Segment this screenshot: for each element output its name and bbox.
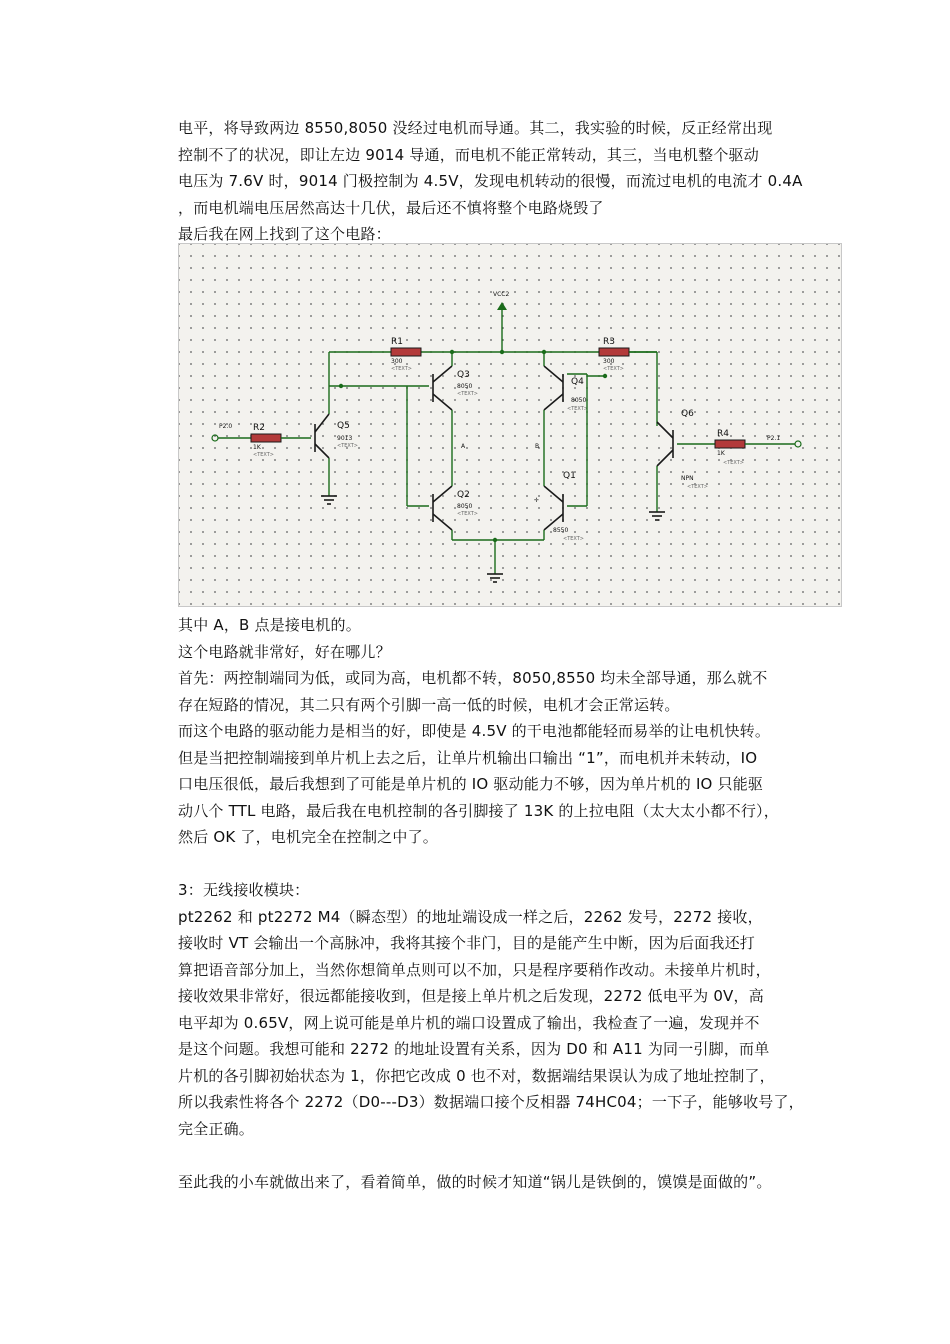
svg-text:300: 300 [391,358,403,365]
resistor-r4 [715,440,745,448]
text-line: 电压为 7.6V 时，9014 门极控制为 4.5V，发现电机转动的很慢，而流过电机的电流才 0.4A [178,172,803,190]
svg-text:8550: 8550 [553,527,569,534]
text-line: 存在短路的情况，其二只有两个引脚一高一低的时候，电机才会正常运转。 [178,695,680,714]
h-bridge-schematic [178,243,842,607]
svg-text:1K: 1K [717,450,725,457]
svg-text:Q5: Q5 [337,421,350,431]
svg-text:<TEXT>: <TEXT> [457,511,478,517]
resistor-r2 [251,434,281,442]
text-line: 电平，将导致两边 8550,8050 没经过电机而导通。其二，我实验的时候，反正经常出现 [178,119,773,137]
svg-text:8050: 8050 [457,503,473,510]
text-line: 最后我在网上找到了这个电路： [178,225,391,243]
vcc-arrow-icon [497,302,507,310]
text-line: 动八个 TTL 电路，最后我在电机控制的各引脚接了 13K 的上拉电阻（太大太小都不行）， [178,801,779,820]
svg-text:R2: R2 [253,423,265,433]
svg-text:<TEXT>: <TEXT> [687,484,708,490]
svg-text:B: B [535,443,540,450]
svg-text:P2.1: P2.1 [767,435,781,442]
svg-text:Q3: Q3 [457,370,470,380]
svg-text:R3: R3 [603,337,615,347]
vcc-label: VCC2 [493,291,510,298]
text-line: 首先：两控制端同为低，或同为高，电机都不转，8050,8550 均未全部导通，那么就不 [178,669,768,687]
svg-text:Q2: Q2 [457,490,470,500]
svg-text:<TEXT>: <TEXT> [563,536,584,542]
text-line: 其中 A，B 点是接电机的。 [178,616,361,634]
text-line: 但是当把控制端接到单片机上去之后，让单片机输出口输出 “1”，而电机并未转动，IO [178,748,758,767]
text-line: 完全正确。 [178,1119,255,1138]
text-line: 所以我索性将各个 2272（D0---D3）数据端口接个反相器 74HC04；一下子，能够收号了， [178,1093,804,1111]
text-line: 电平却为 0.65V，网上说可能是单片机的端口设置成了输出，我检查了一遍，发现并不 [178,1013,760,1032]
text-line: 接收效果非常好，很远都能接收到，但是接上单片机之后发现，2272 低电平为 0V，高 [178,987,764,1005]
svg-text:Q1: Q1 [563,471,576,481]
svg-text:R1: R1 [391,337,403,347]
svg-text:Q4: Q4 [571,377,584,387]
svg-text:A: A [461,443,466,450]
svg-text:8050: 8050 [457,383,473,390]
svg-text:<TEXT>: <TEXT> [723,460,744,466]
svg-text:<TEXT>: <TEXT> [567,406,588,412]
svg-text:<TEXT>: <TEXT> [603,366,624,372]
svg-text:NPN: NPN [681,475,694,482]
svg-text:R4: R4 [717,429,729,439]
resistor-r1 [391,348,421,356]
text-line: 然后 OK 了，电机完全在控制之中了。 [178,828,438,846]
text-line: 这个电路就非常好，好在哪儿？ [178,642,391,661]
text-line: pt2262 和 pt2272 M4（瞬态型）的地址端设成一样之后，2262 发号，2272 接收， [178,907,763,926]
resistor-r3 [599,348,629,356]
text-line: 而这个电路的驱动能力是相当的好，即使是 4.5V 的干电池都能轻而易举的让电机快转。 [178,722,771,740]
text-line: 算把语音部分加上，当然你想简单点则可以不加，只是程序要稍作改动。未接单片机时， [178,960,771,979]
cursor-cross-icon: ✛ [534,497,540,504]
text-line: ，而电机端电压居然高达十几伏，最后还不慎将整个电路烧毁了 [178,198,604,217]
text-line: 口电压很低，最后我想到了可能是单片机的 IO 驱动能力不够，因为单片机的 IO 只能驱 [178,775,764,793]
svg-text:P2.0: P2.0 [219,423,233,430]
svg-text:8050: 8050 [571,397,587,404]
svg-text:9013: 9013 [337,435,353,442]
text-line: 是这个问题。我想可能和 2272 的地址设置有关系，因为 D0 和 A11 为同一引脚，而单 [178,1040,770,1058]
text-line: 接收时 VT 会输出一个高脉冲，我将其接个非门，目的是能产生中断，因为后面我还打 [178,934,755,952]
svg-text:Q6: Q6 [681,409,694,419]
text-line: 片机的各引脚初始状态为 1，你把它改成 0 也不对，数据端结果误认为成了地址控制了， [178,1066,775,1085]
svg-text:1K: 1K [253,444,261,451]
svg-text:<TEXT>: <TEXT> [457,391,478,397]
text-line: 控制不了的状况，即让左边 9014 导通，而电机不能正常转动，其三，当电机整个驱动 [178,145,759,164]
svg-text:<TEXT>: <TEXT> [391,366,412,372]
svg-text:<TEXT>: <TEXT> [337,443,358,449]
schematic-drawing [179,244,843,608]
svg-text:300: 300 [603,358,615,365]
text-line: 至此我的小车就做出来了，看着简单，做的时候才知道“锅儿是铁倒的，馍馍是面做的”。 [178,1172,772,1191]
svg-text:<TEXT>: <TEXT> [253,452,274,458]
text-line: 3：无线接收模块： [178,881,310,899]
